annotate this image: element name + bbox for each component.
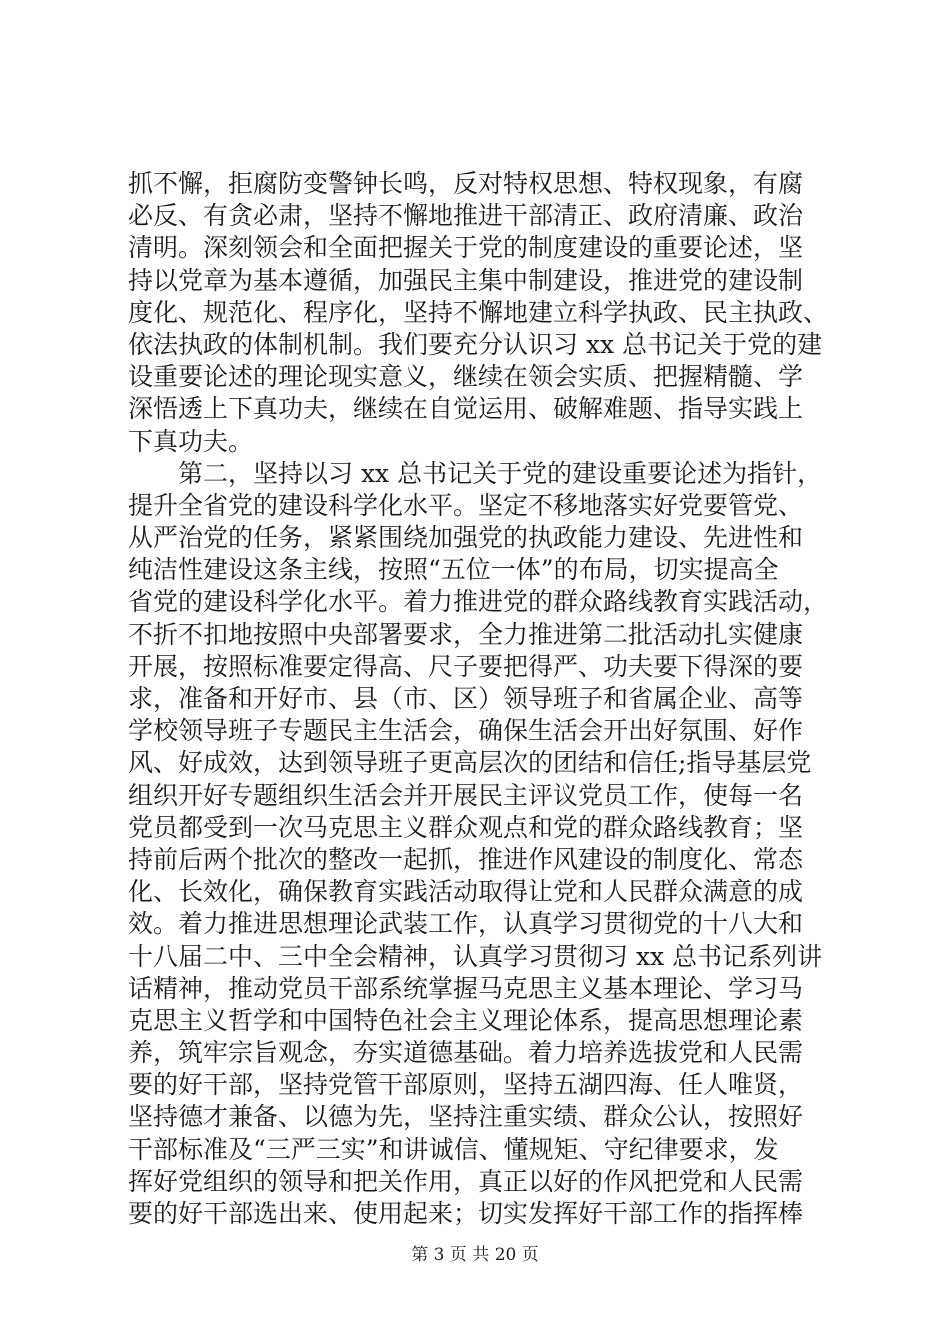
- text-line: 要的好干部，坚持党管干部原则，坚持五湖四海、任人唯贤，: [128, 1070, 804, 1100]
- text-line: 从严治党的任务，紧紧围绕加强党的执政能力建设、先进性和: [128, 523, 804, 553]
- text-line: 养，筑牢宗旨观念，夯实道德基础。着力培养选拔党和人民需: [128, 1038, 804, 1068]
- text-line: 抓不懈，拒腐防变警钟长鸣，反对特权思想、特权现象，有腐: [128, 169, 804, 198]
- text-line: 开展，按照标准要定得高、尺子要把得严、功夫要下得深的要: [128, 651, 804, 681]
- text-line: 求，准备和开好市、县（市、区）领导班子和省属企业、高等: [128, 684, 804, 713]
- text-line: 持以党章为基本遵循，加强民主集中制建设，推进党的建设制: [128, 265, 804, 295]
- text-line: 省党的建设科学化水平。着力推进党的群众路线教育实践活动，: [128, 587, 829, 617]
- text-line: 设重要论述的理论现实意义，继续在领会实质、把握精髓、学: [128, 362, 804, 392]
- text-line: 坚持德才兼备、以德为先，坚持注重实绩、群众公认，按照好: [128, 1102, 804, 1132]
- text-line: 不折不扣地按照中央部署要求，全力推进第二批活动扎实健康: [128, 619, 804, 649]
- text-line: 度化、规范化、程序化，坚持不懈地建立科学执政、民主执政、: [128, 297, 829, 327]
- text-line: 要的好干部选出来、使用起来；切实发挥好干部工作的指挥棒: [128, 1199, 804, 1228]
- text-line: 学校领导班子专题民主生活会，确保生活会开出好氛围、好作: [128, 716, 804, 746]
- text-line: 挥好党组织的领导和把关作用，真正以好的作风把党和人民需: [128, 1166, 804, 1196]
- text-line: 持前后两个批次的整改一起抓，推进作风建设的制度化、常态: [128, 844, 804, 874]
- text-line: 效。着力推进思想理论武装工作，认真学习贯彻党的十八大和: [128, 909, 804, 939]
- paragraph-start-line: 第二，坚持以习 xx 总书记关于党的建设重要论述为指针，: [178, 458, 823, 488]
- text-line: 风、好成效，达到领导班子更高层次的团结和信任;指导基层党: [128, 748, 812, 778]
- text-line: 清明。深刻领会和全面把握关于党的制度建设的重要论述，坚: [128, 233, 804, 263]
- text-line: 组织开好专题组织生活会并开展民主评议党员工作，使每一名: [128, 780, 804, 810]
- text-line: 深悟透上下真功夫，继续在自觉运用、破解难题、指导实践上: [128, 394, 804, 424]
- text-line: 化、长效化，确保教育实践活动取得让党和人民群众满意的成: [128, 877, 804, 907]
- text-line: 纯洁性建设这条主线，按照“五位一体”的布局，切实提高全: [128, 555, 779, 585]
- text-line: 党员都受到一次马克思主义群众观点和党的群众路线教育；坚: [128, 812, 804, 842]
- text-line: 提升全省党的建设科学化水平。坚定不移地落实好党要管党、: [128, 490, 804, 520]
- text-line: 干部标准及“三严三实”和讲诚信、懂规矩、守纪律要求，发: [128, 1134, 779, 1164]
- text-line: 依法执政的体制机制。我们要充分认识习 xx 总书记关于党的建: [128, 329, 823, 359]
- page-footer: 第 3 页 共 20 页: [411, 1245, 539, 1265]
- text-line: 克思主义哲学和中国特色社会主义理论体系，提高思想理论素: [128, 1005, 804, 1035]
- text-line: 必反、有贪必肃，坚持不懈地推进干部清正、政府清廉、政治: [128, 201, 804, 231]
- text-line: 下真功夫。: [128, 426, 254, 456]
- text-line: 话精神，推动党员干部系统掌握马克思主义基本理论、学习马: [128, 973, 804, 1003]
- body-text: [128, 168, 828, 1230]
- text-line: 十八届二中、三中全会精神，认真学习贯彻习 xx 总书记系列讲: [128, 941, 823, 971]
